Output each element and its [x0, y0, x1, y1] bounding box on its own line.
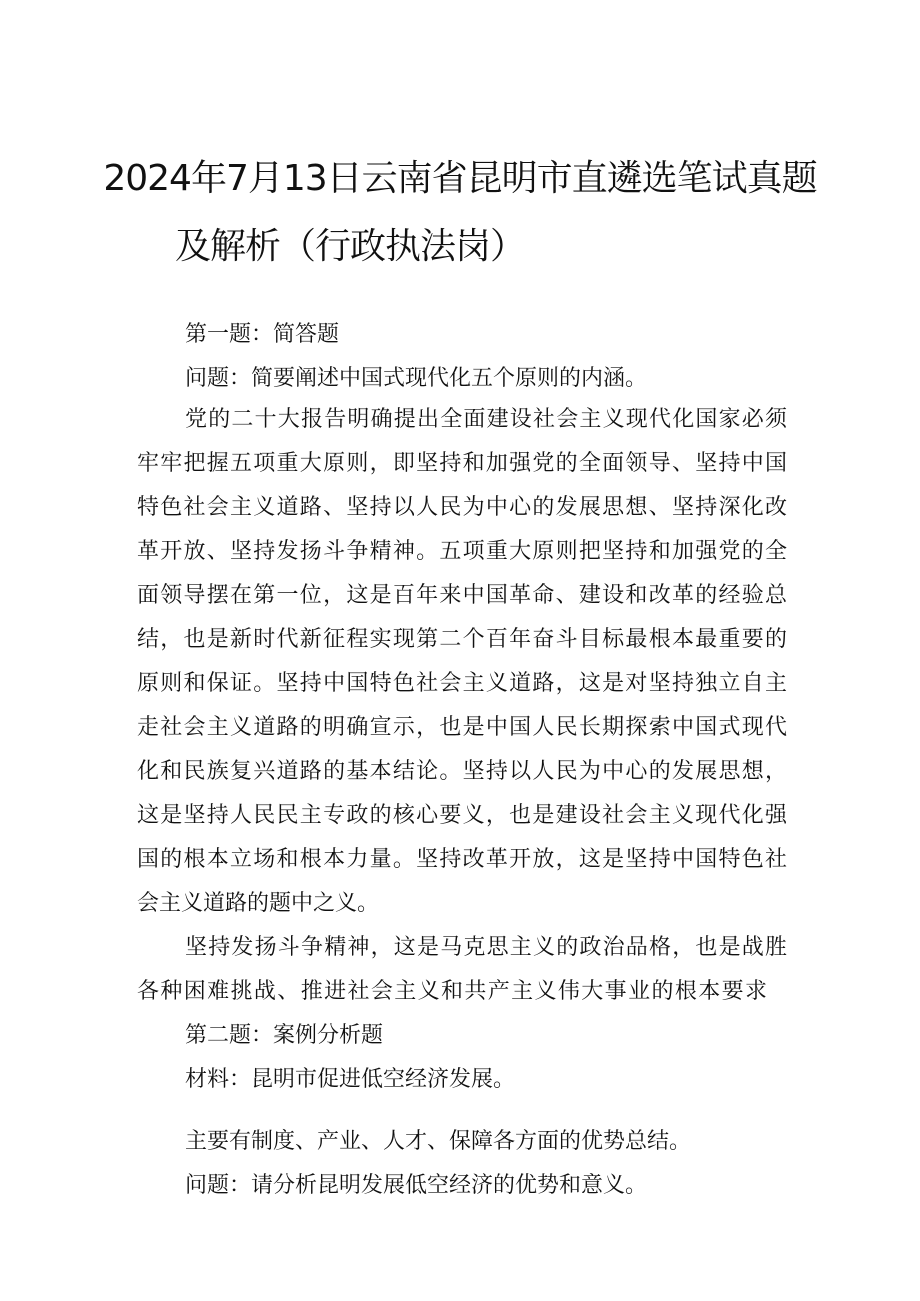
answer-line: 面领导摆在第一位，这是百年来中国革命、建设和改革的经验总	[137, 583, 787, 608]
answer-line: 牢牢把握五项重大原则，即坚持和加强党的全面领导、坚持中国	[137, 451, 787, 476]
answer-line: 原则和保证。坚持中国特色社会主义道路，这是对坚持独立自主	[137, 671, 787, 696]
answer-line: 党的二十大报告明确提出全面建设社会主义现代化国家必须	[185, 407, 787, 432]
question-2-heading: 第二题：案例分析题	[185, 1023, 384, 1048]
answer-line: 革开放、坚持发扬斗争精神。五项重大原则把坚持和加强党的全	[137, 539, 787, 564]
answer-line: 各种困难挑战、推进社会主义和共产主义伟大事业的根本要求	[137, 979, 767, 1004]
answer-line: 特色社会主义道路、坚持以人民为中心的发展思想、坚持深化改	[137, 495, 787, 520]
answer-line: 坚持发扬斗争精神，这是马克思主义的政治品格，也是战胜	[185, 935, 787, 960]
answer-line: 这是坚持人民民主专政的核心要义，也是建设社会主义现代化强	[137, 803, 787, 828]
question-2-summary: 主要有制度、产业、人才、保障各方面的优势总结。	[185, 1129, 692, 1154]
answer-line: 走社会主义道路的明确宣示，也是中国人民长期探索中国式现代	[137, 715, 787, 740]
question-2-prompt: 问题：请分析昆明发展低空经济的优势和意义。	[185, 1173, 648, 1198]
answer-line: 会主义道路的题中之义。	[137, 891, 380, 916]
answer-line: 结，也是新时代新征程实现第二个百年奋斗目标最根本最重要的	[137, 627, 787, 652]
question-1-prompt: 问题：简要阐述中国式现代化五个原则的内涵。	[185, 366, 648, 391]
document-title-line-1: 2024年7月13日云南省昆明市直遴选笔试真题	[103, 158, 817, 199]
question-2-material: 材料：昆明市促进低空经济发展。	[185, 1067, 516, 1092]
document-title-line-2: 及解析（行政执法岗）	[174, 226, 525, 267]
answer-line: 化和民族复兴道路的基本结论。坚持以人民为中心的发展思想，	[137, 759, 787, 784]
answer-line: 国的根本立场和根本力量。坚持改革开放，这是坚持中国特色社	[137, 847, 787, 872]
question-1-heading: 第一题：简答题	[185, 322, 340, 347]
